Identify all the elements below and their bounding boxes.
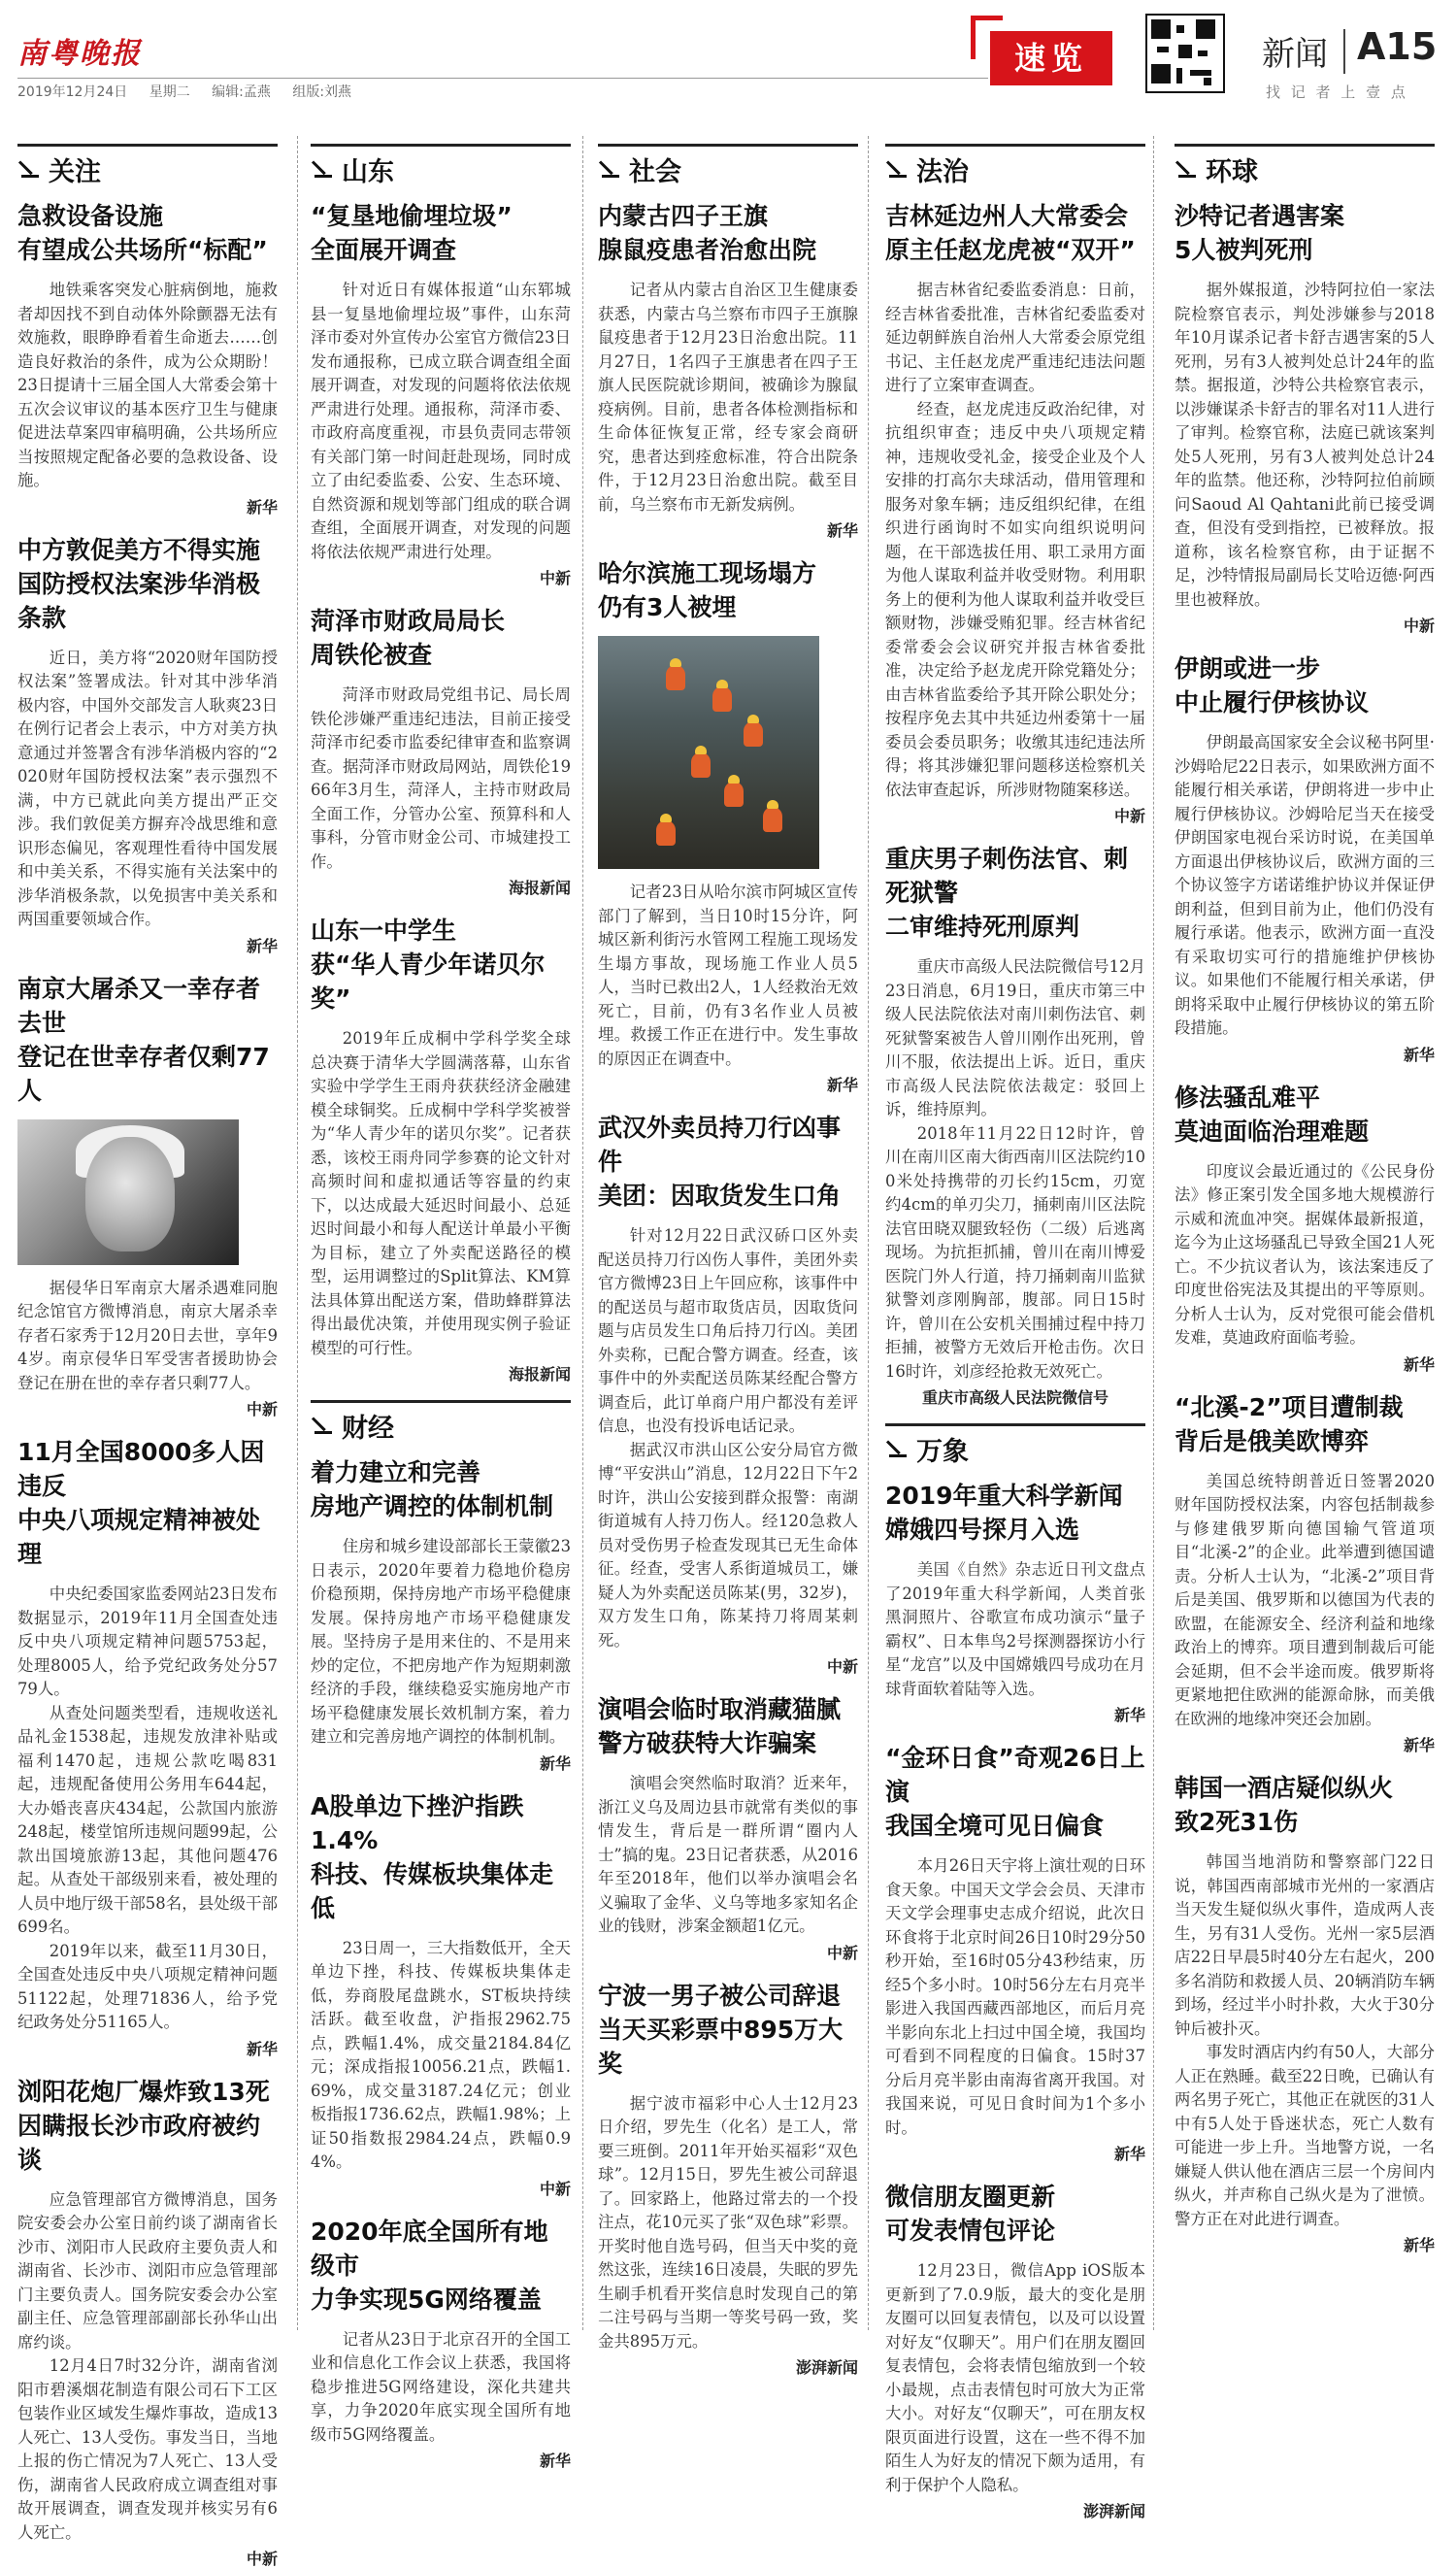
article-headline: 中方敦促美方不得实施 国防授权法案涉华消极条款 xyxy=(17,533,278,635)
article-headline: 2019年重大科学新闻 嫦娥四号探月入选 xyxy=(885,1479,1145,1547)
article-source: 新华 xyxy=(311,2449,571,2471)
rescuer-helmet xyxy=(670,658,681,667)
article-paragraph: 据宁波市福彩中心人士12月23日介绍，罗先生（化名）是工人，常要三班倒。2011年开始买福彩“双色球”。12月15日，罗先生被公司辞退了。回家路上，他路过常去的一个投注点，花10元买了张“双色球”彩票。开奖时他自选号码，但当天中奖的竟然这张，连续16日凌晨，失眠的罗先生刷手机看开奖信息时发现自己的第二注号码与当期一等奖号码一致，奖金共895万元。 xyxy=(598,2092,858,2354)
article-paragraph: 住房和城乡建设部部长王蒙徽23日表示，2020年要着力稳地价稳房价稳预期，保持房地产市场平稳健康发展。保持房地产市场平稳健康发展。坚持房子是用来住的、不是用来炒的定位，不把房地产作为短期刺激经济的手段，继续稳妥实施房地产市场平稳健康发展长效机制方案，着力建立和完善房地产调控的体制机制。 xyxy=(311,1535,571,1750)
column-5 xyxy=(1175,136,1435,2332)
section-arrow-icon xyxy=(311,1415,334,1436)
masthead-logo: 南粤晚报 xyxy=(17,29,142,72)
article-paragraph: 据吉林省纪委监委消息：日前，经吉林省委批准，吉林省纪委监委对延边朝鲜族自治州人大常委会原党组书记、主任赵龙虎严重违纪违法问题进行了立案审查调查。 xyxy=(885,279,1145,398)
header-rule xyxy=(17,78,988,79)
article-paragraph: 事发时酒店内约有50人，大部分人正在熟睡。截至22日晚，已确认有两名男子死亡，其他正在就医的31人中有5人处于昏迷状态，死亡人数有可能进一步上升。当地警方说，一名嫌疑人供认他在酒店三层一个房间内纵火，并声称自己纵火是为了泄愤。警方正在对此进行调查。 xyxy=(1175,2041,1435,2231)
rescuer-figure xyxy=(744,721,763,747)
section-title xyxy=(885,152,1145,185)
section-arrow-icon xyxy=(1175,158,1198,180)
article-source: 新华 xyxy=(598,1073,858,1095)
article-paragraph: 从查处问题类型看，违规收送礼品礼金1538起，违规发放津补贴或福利1470起，违规公款吃喝831起，违规配备使用公务用车644起，大办婚丧喜庆434起，公款国内旅游248起，楼堂馆所违规问题99起，公款出国境旅游13起，其他问题476起。从查处干部级别来看，被处理的人员中地厅级干部58名，县处级干部699名。 xyxy=(17,1702,278,1940)
article-source: 新华 xyxy=(1175,1733,1435,1755)
section-rule xyxy=(311,144,571,147)
page-number: A15 xyxy=(1357,25,1437,68)
news-article xyxy=(17,972,278,1420)
quick-read-badge xyxy=(971,16,1114,91)
article-paragraph: 12月23日，微信App iOS版本更新到了7.0.9版，最大的变化是朋友圈可以回复表情包，以及可以设置对好友“仅聊天”。用户们在朋友圈回复表情包，会将表情包缩放到一个较小最规，点击表情包时可放大为正常大小。对好友“仅聊天”，可在朋友权限页面进行设置，这在一些不得不加陌生人为好友的情况下颇为适用，有利于保护个人隐私。 xyxy=(885,2259,1145,2497)
news-article xyxy=(17,1435,278,2059)
section-label: 山东 xyxy=(342,150,394,188)
section-header xyxy=(885,1423,1145,1465)
news-article xyxy=(598,1692,858,1963)
article-source: 中新 xyxy=(598,1941,858,1963)
article-source: 中新 xyxy=(17,2547,278,2569)
article-headline: 武汉外卖员持刀行凶事件 美团：因取货发生口角 xyxy=(598,1111,858,1213)
article-headline: 重庆男子刺伤法官、刺死狱警 二审维持死刑原判 xyxy=(885,842,1145,944)
article-source: 新华 xyxy=(598,518,858,541)
news-article xyxy=(885,842,1145,1408)
photo-detail xyxy=(85,1137,175,1251)
news-article xyxy=(1175,199,1435,636)
section-title xyxy=(1175,152,1435,185)
section-rule xyxy=(885,144,1145,147)
article-headline: 哈尔滨施工现场塌方 仍有3人被埋 xyxy=(598,556,858,624)
article-headline: 南京大屠杀又一幸存者去世 登记在世幸存者仅剩77人 xyxy=(17,972,278,1108)
rescuer-figure xyxy=(763,807,782,832)
section-arrow-icon xyxy=(598,158,621,180)
article-paragraph: 美国《自然》杂志近日刊文盘点了2019年重大科学新闻，人类首张黑洞照片、谷歌宣布成功演示“量子霸权”、日本隼鸟2号探测器探访小行星“龙宫”以及中国嫦娥四号成功在月球背面软着陆等入选。 xyxy=(885,1558,1145,1701)
issue-weekday: 星期二 xyxy=(149,84,190,100)
article-paragraph: 伊朗最高国家安全会议秘书阿里·沙姆哈尼22日表示，如果欧洲方面不能履行相关承诺，伊朗将进一步中止履行伊核协议。沙姆哈尼当天在接受伊朗国家电视台采访时说，在美国单方面退出伊核协议后，欧洲方面的三个协议签字方诺诺维护协议并保证伊朗利益，但到目前为止，他们仍没有履行承诺。他表示，欧洲方面一直没有采取切实可行的措施维护伊核协议。如果他们不能履行相关承诺，伊朗将采取中止履行伊核协议的第五阶段措施。 xyxy=(1175,731,1435,1041)
article-headline: 急救设备设施 有望成公共场所“标配” xyxy=(17,199,278,267)
qr-code-icon xyxy=(1145,14,1225,93)
article-headline: 11月全国8000多人因违反 中央八项规定精神被处理 xyxy=(17,1435,278,1571)
article-source: 新华 xyxy=(311,1752,571,1774)
article-headline: 2020年底全国所有地级市 力争实现5G网络覆盖 xyxy=(311,2215,571,2317)
rescuer-figure xyxy=(691,752,711,778)
section-label: 关注 xyxy=(49,150,101,188)
article-paragraph: 记者从内蒙古自治区卫生健康委获悉，内蒙古乌兰察布市四子王旗腺鼠疫患者于12月23日治愈出院。11月27日，1名四子王旗患者在四子王旗人民医院就诊期间，被确诊为腺鼠疫病例。目前，患者各体检测指标和生命体征恢复正常，经专家会商研究，患者达到痊愈标准，符合出院条件，于12月23日治愈出院。截至目前，乌兰察布市无新发病例。 xyxy=(598,279,858,517)
article-headline: “北溪-2”项目遭制裁 背后是俄美欧博弈 xyxy=(1175,1390,1435,1458)
article-headline: 韩国一酒店疑似纵火 致2死31伤 xyxy=(1175,1771,1435,1839)
article-headline: 伊朗或进一步 中止履行伊核协议 xyxy=(1175,651,1435,719)
section-header xyxy=(885,144,1145,185)
article-paragraph: 韩国当地消防和警察部门22日说，韩国西南部城市光州的一家酒店当天发生疑似纵火事件，造成两人丧生，另有31人受伤。光州一家5层酒店22日早晨5时40分左右起火，200多名消防和救援人员、20辆消防车辆到场，经过半小时扑救，大火于30分钟后被扑灭。 xyxy=(1175,1851,1435,2041)
article-paragraph: 地铁乘客突发心脏病倒地，施救者却因找不到自动体外除颤器无法有效施救，眼睁睁看着生命逝去……创造良好救治的条件，成为公众期盼！23日提请十三届全国人大常委会第十五次会议审议的基本医疗卫生与健康促进法草案四审稿明确，公共场所应当按照规定配备必要的急救设备、设施。 xyxy=(17,279,278,493)
rescuer-helmet xyxy=(747,715,759,723)
article-paragraph: 近日，美方将“2020财年国防授权法案”签署成法。针对其中涉华消极内容，中国外交部发言人耿爽23日在例行记者会上表示，中方对美方执意通过并签署含有涉华消极内容的“2020财年国防授权法案”表示强烈不满，中方已就此向美方提出严正交涉。我们敦促美方摒弃冷战思维和意识形态偏见，客观理性看待中国发展和中美关系，不得实施有关法案中的涉华消极条款，以免损害中美关系和两国重要领域合作。 xyxy=(17,647,278,932)
survivor-photo xyxy=(17,1119,239,1265)
news-article xyxy=(598,1979,858,2379)
section-rule xyxy=(1175,144,1435,147)
section-label: 法治 xyxy=(916,150,969,188)
section-header xyxy=(1175,144,1435,185)
dateline xyxy=(17,82,369,101)
news-article xyxy=(1175,1771,1435,2255)
article-source: 中新 xyxy=(311,2177,571,2199)
article-source: 澎湃新闻 xyxy=(598,2355,858,2378)
news-article xyxy=(885,1479,1145,1725)
section-rule xyxy=(311,1400,571,1403)
section-title xyxy=(598,152,858,185)
article-headline: 着力建立和完善 房地产调控的体制机制 xyxy=(311,1455,571,1523)
news-article xyxy=(598,199,858,541)
issue-editor: 编辑:孟燕 xyxy=(212,84,271,100)
news-article xyxy=(311,604,571,898)
news-article xyxy=(885,1741,1145,2164)
article-headline: “复垦地偷埋垃圾” 全面展开调查 xyxy=(311,199,571,267)
article-paragraph: 针对12月22日武汉硚口区外卖配送员持刀行凶伤人事件，美团外卖官方微博23日上午回应称，该事件中的配送员与超市取货店员，因取货问题与店员发生口角后持刀行凶。美团外卖称，已配合警方调查。经查，该事件中的外卖配送员陈某经配合警方调查后，此订单商户用户都没有差评信息，也没有投诉电话记录。 xyxy=(598,1224,858,1439)
article-source: 新华 xyxy=(17,934,278,956)
article-paragraph: 应急管理部官方微博消息，国务院安委会办公室日前约谈了湖南省长沙市、浏阳市人民政府主要负责人和湖南省、长沙市、浏阳市应急管理部门主要负责人。国务院安委会办公室副主任、应急管理部副部长孙华山出席约谈。 xyxy=(17,2188,278,2355)
section-title xyxy=(311,1409,571,1442)
section-header xyxy=(598,144,858,185)
rescuer-helmet xyxy=(716,680,728,688)
article-source: 新华 xyxy=(885,1703,1145,1725)
news-article xyxy=(311,1455,571,1774)
section-name: 新闻 xyxy=(1262,27,1328,75)
column-2 xyxy=(311,136,571,2332)
article-source: 海报新闻 xyxy=(311,1362,571,1385)
article-paragraph: 2019年丘成桐中学科学奖全球总决赛于清华大学圆满落幕，山东省实验中学学生王雨舟获获经济金融建模全球铜奖。丘成桐中学科学奖被誉为“华人青少年的诺贝尔奖”。记者获悉，该校王雨舟同学参赛的论文针对高频时间和虚拟通话等容量的约束下，以达成最大延迟时间最小、总延迟时间最小和每人配送计单最小平衡为目标，建立了外卖配送路径的模型，运用调整过的Split算法、KM算法具体算出配送方案，借助蜂群算法得出最优决策，并使用现实例子验证模型的可行性。 xyxy=(311,1027,571,1360)
section-header xyxy=(17,144,278,185)
news-article xyxy=(885,199,1145,826)
article-paragraph: 记者从23日于北京召开的全国工业和信息化工作会议上获悉，我国将稳步推进5G网络建设，深化共建共享，力争2020年底实现全国所有地级市5G网络覆盖。 xyxy=(311,2328,571,2448)
column-4 xyxy=(885,136,1145,2332)
section-title xyxy=(885,1432,1145,1465)
article-paragraph: 据外媒报道，沙特阿拉伯一家法院检察官表示，判处涉嫌参与2018年10月谋杀记者卡舒吉遇害案的5人死刑，另有3人被判处总计24年的监禁。据报道，沙特公共检察官表示，以涉嫌谋杀卡舒吉的罪名对11人进行了审判。检察官称，法庭已就该案判处5人死刑，另有3人被判处总计24年的监禁。他还称，沙特阿拉伯前顾问Saoud Al Qahtani此前已接受调查，但没有受到指控，已被释放。报道称，该名检察官称，由于证据不足，沙特情报局副局长艾哈迈德·阿西里也被释放。 xyxy=(1175,279,1435,612)
news-article xyxy=(17,533,278,956)
article-headline: 宁波一男子被公司辞退 当天买彩票中895万大奖 xyxy=(598,1979,858,2081)
article-paragraph: 演唱会突然临时取消？近来年，浙江义乌及周边县市就常有类似的事情发生，背后是一群所谓“圈内人士”搞的鬼。23日记者获悉，从2016年至2018年，他们以举办演唱会名义骗取了金华、义乌等地多家知名企业的钱财，涉案金额超1亿元。 xyxy=(598,1772,858,1939)
section-title xyxy=(17,152,278,185)
article-paragraph: 2019年以来，截至11月30日，全国查处违反中央八项规定精神问题51122起，处理71836人，给予党纪政务处分51165人。 xyxy=(17,1940,278,2035)
header-divider xyxy=(1343,29,1345,74)
article-paragraph: 针对近日有媒体报道“山东郓城县一复垦地偷埋垃圾”事件，山东菏泽市委对外宣传办公室官方微信23日发布通报称，已成立联合调查组全面展开调查，对发现的问题将依法依规严肃进行处理。通报称，菏泽市委、市政府高度重视，市县负责同志带领有关部门第一时间赶赴现场，同时成立了由纪委监委、公安、生态环境、自然资源和规划等部门组成的联合调查组，全面展开调查，对发现的问题将依法依规严肃进行处理。 xyxy=(311,279,571,564)
section-header xyxy=(311,144,571,185)
article-source: 新华 xyxy=(17,495,278,517)
quick-read-label: 速览 xyxy=(990,31,1112,85)
article-paragraph: 据侵华日军南京大屠杀遇难同胞纪念馆官方微博消息，南京大屠杀幸存者石家秀于12月20日去世，享年94岁。南京侵华日军受害者援助协会登记在册在世的幸存者只剩77人。 xyxy=(17,1277,278,1396)
article-paragraph: 本月26日天宇将上演壮观的日环食天象。中国天文学会会员、天津市天文学会理事史志成介绍说，此次日环食将于北京时间26日10时29分50秒开始，至16时05分43秒结束，历经5个多小时。10时56分左右月亮半影进入我国西藏西部地区，而后月亮半影向东北上扫过中国全境，我国均可看到不同程度的日偏食。15时37分后月亮半影由南海省离开我国。对我国来说，可见日食时间为1个多小时。 xyxy=(885,1854,1145,2140)
article-source: 澎湃新闻 xyxy=(885,2499,1145,2521)
news-article xyxy=(1175,651,1435,1065)
news-article xyxy=(311,199,571,588)
article-headline: 吉林延边州人大常委会 原主任赵龙虎被“双开” xyxy=(885,199,1145,267)
section-arrow-icon xyxy=(885,158,909,180)
article-source: 新华 xyxy=(1175,2233,1435,2255)
section-rule xyxy=(598,144,858,147)
article-paragraph: 23日周一，三大指数低开，全天单边下挫，科技、传媒板块集体走低，券商股尾盘跳水，ST板块持续活跃。截至收盘，沪指报2962.75点，跌幅1.4%，成交量2184.84亿元；深成指报10056.21点，跌幅1.69%，成交量3187.24亿元；创业板指报1736.62点，跌幅1.98%；上证50指数报2984.24点，跌幅0.94%。 xyxy=(311,1937,571,2175)
section-label: 社会 xyxy=(629,150,681,188)
news-article xyxy=(598,556,858,1095)
news-article xyxy=(598,1111,858,1677)
news-columns xyxy=(17,136,1439,2332)
article-headline: 浏阳花炮厂爆炸致13死 因瞒报长沙市政府被约谈 xyxy=(17,2075,278,2177)
rescuer-figure xyxy=(656,820,676,846)
news-article xyxy=(311,1789,571,2199)
news-article xyxy=(885,2180,1145,2521)
article-source: 新华 xyxy=(1175,1043,1435,1065)
article-paragraph: 美国总统特朗普近日签署2020财年国防授权法案，内容包括制裁参与修建俄罗斯向德国输气管道项目“北溪-2”的企业。此举遭到德国谴责。分析人士认为，“北溪-2”项目背后是美国、俄罗斯和以德国为代表的欧盟，在能源安全、经济利益和地缘政治上的博弈。项目遭到制裁后可能会延期，但不会半途而废。俄罗斯将更紧地把住欧洲的能源命脉，而美俄在欧洲的地缘冲突还会加剧。 xyxy=(1175,1470,1435,1732)
section-label: 环球 xyxy=(1206,150,1258,188)
article-headline: 沙特记者遇害案 5人被判死刑 xyxy=(1175,199,1435,267)
news-article xyxy=(17,199,278,517)
article-paragraph: 记者23日从哈尔滨市阿城区宣传部门了解到，当日10时15分许，阿城区新利街污水管网工程施工现场发生塌方事故，现场施工作业人员5人，当时已救出2人，1人经救治无效死亡，目前，仍有3名作业人员被埋。救援工作正在进行中。发生事故的原因正在调查中。 xyxy=(598,881,858,1071)
article-source: 中新 xyxy=(885,804,1145,826)
rescuer-helmet xyxy=(767,800,778,809)
news-article xyxy=(311,2215,571,2472)
section-arrow-icon xyxy=(311,158,334,180)
article-paragraph: 经查，赵龙虎违反政治纪律，对抗组织审查；违反中央八项规定精神，违规收受礼金，接受企业及个人安排的打高尔夫球活动，借用管理和服务对象车辆；违反组织纪律，在组织进行函询时不如实向组织说明问题，在干部选拔任用、职工录用方面为他人谋取利益并收受财物。利用职务上的便利为他人谋取利益并收受巨额财物，涉嫌受贿犯罪。经吉林省纪委常委会会议研究并报吉林省委批准，决定给予赵龙虎开除党籍处分；由吉林省监委给予其开除公职处分；按程序免去其中共延边州委第十一届委员会委员职务；收缴其违纪违法所得；将其涉嫌犯罪问题移送检察机关依法审查起诉，所涉财物随案移送。 xyxy=(885,398,1145,803)
news-article xyxy=(17,2075,278,2569)
section-rule xyxy=(885,1423,1145,1426)
article-source: 中新 xyxy=(1175,614,1435,636)
article-source: 新华 xyxy=(885,2142,1145,2164)
news-article xyxy=(1175,1390,1435,1756)
article-source: 中新 xyxy=(598,1654,858,1677)
article-paragraph: 据武汉市洪山区公安分局官方微博“平安洪山”消息，12月22日下午2时许，洪山公安接到群众报警：南湖街道城有人持刀伤人。经120急救人员对受伤男子检查发现其已无生命体征。经查，受害人系街道城员工，嫌疑人为外卖配送员陈某(男，32岁)，双方发生口角，陈某持刀将周某刺死。 xyxy=(598,1439,858,1653)
section-title xyxy=(311,152,571,185)
article-source: 新华 xyxy=(17,2037,278,2059)
issue-designer: 组版:刘燕 xyxy=(292,84,351,100)
article-source: 中新 xyxy=(311,566,571,588)
article-source: 重庆市高级人民法院微信号 xyxy=(885,1385,1145,1408)
article-paragraph: 12月4日7时32分许，湖南省浏阳市碧溪烟花制造有限公司石下工区包装作业区域发生爆炸事故，造成13人死亡、13人受伤。事发当日，当地上报的伤亡情况为7人死亡、13人受伤，湖南省人民政府成立调查组对事故开展调查，调查发现并核实另有6人死亡。 xyxy=(17,2354,278,2545)
article-source: 新华 xyxy=(1175,1352,1435,1375)
article-paragraph: 中央纪委国家监委网站23日发布数据显示，2019年11月全国查处违反中央八项规定精神问题5753起，处理8005人，给予党纪政务处分5779人。 xyxy=(17,1583,278,1702)
article-headline: 修法骚乱难平 莫迪面临治理难题 xyxy=(1175,1081,1435,1149)
section-arrow-icon xyxy=(17,158,41,180)
column-3 xyxy=(598,136,858,2332)
article-headline: 微信朋友圈更新 可发表情包评论 xyxy=(885,2180,1145,2248)
rescuer-helmet xyxy=(660,814,672,822)
rescuer-helmet xyxy=(695,746,707,754)
news-article xyxy=(311,914,571,1385)
rescuer-helmet xyxy=(728,775,740,784)
section-arrow-icon xyxy=(885,1438,909,1459)
column-1 xyxy=(17,136,278,2332)
article-paragraph: 印度议会最近通过的《公民身份法》修正案引发全国多地大规模游行示威和流血冲突。据媒体最新报道，迄今为止这场骚乱已导致全国21人死亡。不少抗议者认为，该法案违反了印度世俗宪法及其提出的平等原则。分析人士认为，反对党很可能会借机发难，莫迪政府面临考验。 xyxy=(1175,1160,1435,1351)
article-headline: 演唱会临时取消藏猫腻 警方破获特大诈骗案 xyxy=(598,1692,858,1760)
reporter-contact: 找 记 者 上 壹 点 xyxy=(1266,82,1408,102)
article-headline: 山东一中学生 获“华人青少年诺贝尔奖” xyxy=(311,914,571,1016)
article-headline: “金环日食”奇观26日上演 我国全境可见日偏食 xyxy=(885,1741,1145,1843)
rescuer-figure xyxy=(724,782,744,807)
rescuer-figure xyxy=(666,665,685,690)
article-source: 中新 xyxy=(17,1397,278,1419)
article-paragraph: 2018年11月22日12时许，曾川在南川区南大街西南川区法院约100米处持携带的刃长约15cm，刃宽约4cm的单刃尖刀，捅刺南川区法院法官田晓双腿致轻伤（二级）后逃离现场。为抗拒抓捕，曾川在南川博爱医院门外人行道，持刀捅刺南川监狱狱警刘彦刚胸部，腹部。同日15时许，曾川在公安机关围捕过程中持刀拒捕，被警方无效后开枪击伤。次日16时许，刘彦经抢救无效死亡。 xyxy=(885,1122,1145,1385)
article-headline: 内蒙古四子王旗 腺鼠疫患者治愈出院 xyxy=(598,199,858,267)
section-rule xyxy=(17,144,278,147)
news-article xyxy=(1175,1081,1435,1375)
article-headline: A股单边下挫沪指跌1.4% 科技、传媒板块集体走低 xyxy=(311,1789,571,1925)
rescuer-figure xyxy=(712,686,732,712)
issue-date: 2019年12月24日 xyxy=(17,84,127,100)
section-header xyxy=(311,1400,571,1442)
collapse-site-photo xyxy=(598,636,819,869)
section-label: 万象 xyxy=(916,1430,969,1468)
section-label: 财经 xyxy=(342,1407,394,1445)
article-source: 海报新闻 xyxy=(311,876,571,898)
article-paragraph: 重庆市高级人民法院微信号12月23日消息，6月19日，重庆市第三中级人民法院依法对南川刺伤法官、刺死狱警案被告人曾川刚作出死刑，曾川不服，依法提出上诉。近日，重庆市高级人民法院依法裁定：驳回上诉，维持原判。 xyxy=(885,955,1145,1122)
article-paragraph: 菏泽市财政局党组书记、局长周铁伦涉嫌严重违纪违法，目前正接受菏泽市纪委市监委纪律审查和监察调查。据菏泽市财政局网站，周铁伦1966年3月生，菏泽人，主持市财政局全面工作，分管办公室、预算科和人事科，分管市财金公司、市城建投工作。 xyxy=(311,684,571,874)
article-headline: 菏泽市财政局局长 周铁伦被查 xyxy=(311,604,571,672)
